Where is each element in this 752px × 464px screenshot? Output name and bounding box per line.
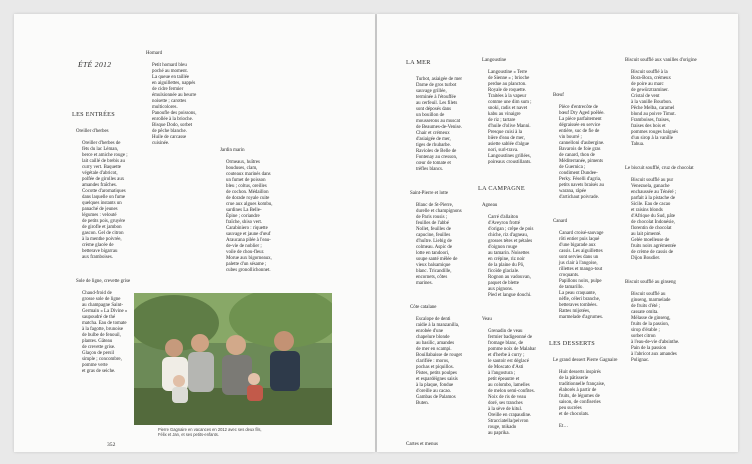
section-heading-entrees: LES ENTRÉES [72, 111, 116, 118]
menu-item-description: Chaud-froid de grosse sole de ligne au champagne Saint- Germain « La Divine » saupoudré de thé matcha. Eau de tomate à la fagotte, brunoise de bulbe de fenouil, plantes. Gâteau de crevette grise. Glaçon de persil simple ; concombre, pomme verte et gras de seiche. [82, 291, 128, 374]
left-column-2 [142, 45, 214, 171]
menu-item-title: Veau [482, 317, 492, 322]
menu-item-description: Langoustine « Terre de Sienne » ; brioche perdue au plancton. Royale de roquette. Traitées à la vapeur comme une dim sum ; snoki, radis et navet kabu au vinaigre de riz ; tartare d'huile d'olive Manni. Presque cuisi à la bière d'eau de mer, asiette sablée d'algue nori, surl-trava. Langoustines grillées, poireaux croustillants. [488, 70, 532, 165]
photo-caption: Pierre Gagnaire en vacances en 2012 avec ses deux fils, Félix et Jan, et ses petits-enfants. [158, 427, 262, 437]
right-column-3 [549, 87, 621, 436]
family-photo [134, 293, 332, 425]
entrees-column [72, 104, 136, 381]
right-column-4 [621, 52, 701, 370]
menu-item-description: Biscuit soufflé au ginseng, marmelade de fruits d'été ; cassate omita. Mélasse de ginseng, fruits de la passion, sirop d'érable ; sorbet citron à l'eau-de-vie d'absinthe. Pain de la passion à l'abricot aux amandes Polignac. [631, 292, 680, 363]
page-number: 352 [107, 442, 116, 448]
menu-item-title: Biscuit soufflé aux vanilles d'origine [625, 58, 697, 63]
menu-item-title: Bœuf [553, 93, 564, 98]
menu-item-description: Biscuit soufflé à la Bora-Bora, crémeux de poire au marc de gewürztraminer. Cristal de vent à la vanille Bourbon. Pêche Melba, caramel blond au poivre Timut. Framboises, fraises, fraises des bois et pommes rouges baignés d'un sirop à la vanille Tahua. [631, 70, 678, 147]
right-page [377, 14, 738, 452]
menu-item-description: Grenadin de veau fermier badigeonné de fromage blanc, de pomme noix de Malabar et d'herbe à curry ; le sautoir est déglacé de Moscato d'Asti à l'angostura ; petit épeautre et au colombo, lamelles de melon semi-confites. Noix de ris de veau doré, ses tranches à la sève de kitul. Oreille en crapaudine. Stracciatella/peivron rouge, mikado au paprika. [488, 329, 536, 436]
season-title: ÉTÉ 2012 [78, 60, 112, 69]
left-column-3 [216, 142, 288, 280]
menu-item-description: Huit desserts inspirés de la pâtisserie traditionnelle française, élaborés à partir de fruits, de légumes de saison, de confiseries peu sucrées et de chocolats. Et… [559, 370, 606, 429]
menu-item-title: Le grand dessert Pierre Gagnaire [553, 358, 618, 363]
right-column-2 [478, 52, 550, 443]
menu-item-description: Biscuit soufflé au pur Venezuela, ganache enchaussée au Ténéré ; parfait à la pistache de Sicile. Eau de cacao et raisins blonds d'Afrique du Sud, pâte de chocolat Indonésie, florentin de chocolat au lait pimenté. Gelée moelleuse de fruits noirs agrémentée de crème de cassis de Dijon Boudier. [631, 178, 677, 261]
section-heading-la-campagne: LA CAMPAGNE [478, 185, 525, 192]
menu-item-description: Canard croisé-sauvage rôti entier puis laqué d'une bigarade aux cassis. Les aiguillettes sont servies dans un jus clair à l'angoise, rillettes et mango-tout croquants. Papillons noirs, pulpe de tamarillo. La peau craquante, nèfle, céleri branche, betteraves tombées. Rattes mijotées, marmelade d'agrumes. [559, 231, 604, 320]
menu-item-title: Canard [553, 219, 568, 224]
menu-item-title: Biscuit soufflé au ginseng [625, 280, 676, 285]
menu-item-title: Le biscuit soufflé, cruz de chocolat [625, 166, 694, 171]
menu-item-description: Turbot, asiaigée de mer Darne de gros turbot sauvage grillée, terminée à l'étouffée au cerfeuil. Les filets sont déposés dans un bouillon de mousserons au muscat de Beaumes-de-Venise. Chair et crémeux d'asiaigée de mer, tiges de rhubarbe. Ravioles de Belle de Fontenay au cresson, cœur de tomate et trèfles blancs. [416, 77, 462, 172]
menu-item-description: Pièce d'entrecôte de bœuf Dry Aged poêlée. La pièce parfaitement dégraissée en service entière, suc de fie de vin bourré ; cannelloni d'aubergine. Bavarois de foie gras de canard, thon de Méditerranée, piments de Guernica ; condiment Dundee- Perky. Féselli d'agria, petits navets braisés au warana, râpée d'artichaut poivrade. [559, 105, 605, 200]
menu-item-title: Saint-Pierre et lotte [410, 191, 449, 196]
section-heading-la-mer: LA MER [406, 59, 431, 66]
la-mer-column [406, 52, 476, 413]
menu-item-description: Escalope de denti raidie à la manzanilla, enrobée d'une chapelure blonde au basilic, amandes de mer en scampi. Bouillabaisse de rouget clarifiée : moros, pochas et piquillos. Pistes, petits poulpes et espardéignes saisis à la plaque, fondue d'oreille au cacao. Gambas de Palamos Buten. [416, 317, 462, 406]
menu-item-description: Petit homard bleu poché au moment. La queue en taillée en aiguillettes, nappés de cidre fermier émulsionnée au beurre noisette ; carottes multicolores. Panoufle des poissons, enrollée à la brioche. Bisque Dodo, sorbet de pêche blanche. Huile de carcasse cuisinée. [152, 63, 197, 146]
menu-item-title: Côte catalane [410, 305, 437, 310]
menu-item-title: Jardin marin [220, 148, 245, 153]
menu-item-title: Langoustine [482, 58, 507, 63]
menu-item-title: Oreiller d'herbes [76, 129, 109, 134]
menu-item-title: Sole de ligne, crevette grise [76, 279, 131, 284]
menu-item-description: Oreiller d'herbes de fèts du lac Léman, berce et amiche rouge ; lait caillé de brebis au curry vert. Baquette végétale d'abricot, polfée de girolles aux amandes fraîches. Cocotte d'aromatiques dans laquelle on fume quelques instants un panaché de jeunes légumes : velouté de petits pois, gruyère de girofle et jambon gascon. Gel de citron à la menthe poivrée, crème glacée de betterave bigarrau aux framboises. [82, 141, 128, 260]
menu-item-title: Agneau [482, 203, 498, 208]
menu-item-description: Carré d'allaiton d'Aveyron frotté d'origan ; crêpe de pois chiche, riz d'agneau, grosses tétes et pétales d'oignon rouge au tamarin. Noisettes en crépine, riz noir de la plaine du Pô, ficoïde glaciale. Rognon au vadouvan, paquet de blette aux pignons. Pied et langue douchi. [488, 215, 534, 298]
section-heading-les-desserts: LES DESSERTS [549, 340, 596, 347]
left-page [14, 14, 375, 452]
menu-item-title: Homard [146, 51, 163, 56]
page-footer: Cartes et menus [406, 442, 438, 447]
menu-item-description: Blanc de St-Pierre, durelle et champignons de Paris rousis ; feuilles de l'abbé Nollet, feuilles de capucine, feuilles d'huître. Liebig de colmeau. Aspic de lotte en tandoori, soupe santé mêlée de vieux balsamique blanc. Tricandille, encornets, côtes marines. [416, 203, 462, 286]
menu-item-description: Ormeaux, huîtres bouduses, clam, couteaux marinés dans un fumet de poisson bleu ; coltus, oreilles de cochon. Médaillon de dorade royale cuite crue aux algues kombu, sardines La Belle- Épine ; coriandre fraîche, shiso vert. Carabiniero : riquette sauvage et jaune d'œuf Araucana pilée à l'eau- de-vie de noblier ; voile de chou-fleur. Morue aux bigorneaux, palette d'un sésame ; cubes gronollichonnet. [226, 160, 273, 273]
